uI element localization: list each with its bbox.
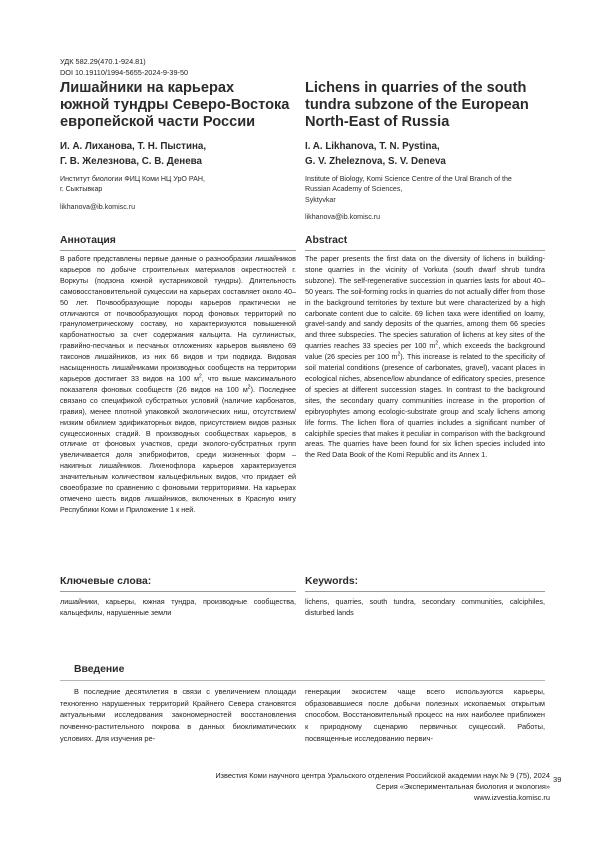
article-meta [60, 57, 188, 78]
udk-code: УДК 582.29(470.1-924.81) [60, 57, 146, 66]
en-abstract [305, 254, 545, 461]
en-title-line: tundra subzone of the European [305, 97, 529, 114]
en-affiliation-line: Institute of Biology, Komi Science Centre of the Ural Branch of the [305, 175, 512, 183]
en-affiliation-line: Russian Academy of Sciences, [305, 185, 403, 194]
en-email[interactable]: likhanova@ib.komisc.ru [305, 213, 381, 221]
intro-heading: Введение [74, 664, 125, 675]
ru-abstract-text: ). Последнее связано со спецификой субстратных условий (наличие карбонатов, гравия), менее плотной упаковкой экологических ниш, отсутствием/низким обилием эдификаторных видов, присутствием видов разных сукцессионных стадий. В производных сообществах карьеров, в отличие от фоновых участков, среди эколого-субстратных групп увеличивается доля эпибриофитов, среди жизненных форм – накипных лишайников. Лихенофлора карьеров характеризуется значительным количеством кальцефильных видов, что придает ей своеобразие по сравнению с фоновыми территориями. На карьерах отмечено шесть видов лишайников, включенных в Красную книгу Республики Коми и Приложение 1 к ней. [60, 384, 296, 514]
en-authors-line: I. A. Likhanova, T. N. Pystina, [305, 141, 440, 152]
journal-footer [215, 771, 550, 804]
divider [305, 250, 545, 251]
en-abstract-text: The paper presents the first data on the diversity of lichens in building-stone quarries in the vicinity of Vorkuta (south dwarf shrub tundra subzone). The self-regenerative succession in quarries lasts for about 40–50 years. The soil-forming rocks in quarries do not actually differ from those in the background territories by texture but were characterized by a high carbonate content due to calcite. 69 lichen taxa were identified on loamy, gravel-sandy and sandy deposits of the quarries, among them 66 species and three subspecies. The species saturation of lichens at key sites of the quarries reaches 33 species per 100 m [305, 254, 545, 351]
en-authors-line: G. V. Zheleznova, S. V. Deneva [305, 155, 446, 167]
ru-abstract-heading: Аннотация [60, 235, 116, 246]
superscript: 2 [397, 351, 401, 358]
ru-affiliation-line: г. Сыктывкар [60, 185, 103, 194]
ru-affiliation-line: Институт биологии ФИЦ Коми НЦ УрО РАН, [60, 175, 205, 183]
ru-title [60, 80, 300, 132]
en-keywords: lichens, quarries, south tundra, secondary communities, calciphiles, disturbed lands [305, 597, 545, 617]
divider [60, 680, 545, 681]
ru-affiliation [60, 174, 205, 195]
ru-abstract-text: , что выше максимального показателя фоновых сообществ (26 видов на 100 м [60, 373, 296, 394]
superscript: 2 [435, 340, 439, 347]
page-number: 39 [553, 775, 562, 784]
journal-name: Известия Коми научного центра Уральского отделения Российской академии наук № 9 (75), 2024 [215, 771, 550, 780]
ru-title-line: Лишайники на карьерах [60, 80, 235, 96]
en-title-line: Lichens in quarries of the south [305, 80, 527, 96]
en-keywords-heading: Keywords: [305, 576, 359, 587]
superscript: 2 [199, 373, 202, 380]
intro-right-paragraph: генерации экосистем чаще всего используются карьеры, образовавшиеся после добычи полезных ископаемых открытым способом. Восстановительный процесс на них наиболее приближен к природному сценарию первичных сукцессий. Работы, посвященные исследованию первич- [305, 687, 545, 743]
intro-left-paragraph: В последние десятилетия в связи с увеличением площади техногенно нарушенных территорий Крайнего Севера становятся актуальными исследования закономерностей восстановления почвенно-растительного покрова в данных биоклиматических условиях. Для изучения ре- [60, 687, 296, 743]
ru-keywords-heading: Ключевые слова: [60, 576, 152, 587]
doi: DOI 10.19110/1994-5655-2024-9-39-50 [60, 67, 189, 77]
ru-abstract [60, 254, 296, 516]
en-affiliation [305, 174, 512, 205]
divider [60, 250, 296, 251]
journal-series: Серия «Экспериментальная биология и экология» [376, 781, 550, 791]
journal-url[interactable]: www.izvestia.komisc.ru [474, 792, 550, 802]
ru-title-line: европейской части России [60, 114, 256, 131]
en-authors [305, 140, 446, 169]
superscript: 2 [247, 384, 251, 391]
ru-authors-line: Г. В. Железнова, С. В. Денева [60, 155, 202, 167]
en-title [305, 80, 555, 132]
en-title-line: North-East of Russia [305, 114, 450, 131]
ru-abstract-text: В работе представлены первые данные о разнообразии лишайников карьеров по добыче строительных материалов окрестностей г. Воркуты (подзона южной кустарниковой тундры). Длительность самовосстановительной сукцессии на карьерах составляет около 40–50 лет. Почвообразующие породы карьеров практически не отличаются от почвообразующих пород фоновых территорий по гранулометрическому составу, но характеризуются повышенной карбонатностью за счет содержания кальцита. На суглинистых, гравийно-песчаных и песчаных отложениях карьеров выявлено 69 таксонов лишайников, из них 66 видов и три подвида. Видовая насыщенность лишайниками производных сообществ на территории карьеров достигает 33 видов на 100 м [60, 254, 296, 383]
en-affiliation-line: Syktyvkar [305, 195, 336, 204]
ru-authors-line: И. А. Лиханова, Т. Н. Пыстина, [60, 141, 207, 152]
divider [305, 591, 545, 592]
en-abstract-text: ). This increase is related to the specificity of soil material conditions (presence of carbonates, gravel), vacant places in ecological niches, absence/low abundance of edificatory species, presence of species at different succession stages. In contrast to the background sites, the secondary quarry communities increase in the proportion of epibryophytes among ecologic-substrate group and scaly lichens among life forms. The lichen flora of quarries includes a significant number of calciphile species that makes it peculiar in comparison with the background areas. The quarries have been found for six lichen species included into the Red Data Book of the Komi Republic and its Annex 1. [305, 352, 545, 460]
ru-keywords: лишайники, карьеры, южная тундра, производные сообщества, кальцефилы, нарушенные земли [60, 597, 296, 617]
ru-email[interactable]: likhanova@ib.komisc.ru [60, 203, 136, 211]
ru-title-line: южной тундры Северо-Востока [60, 97, 290, 114]
en-abstract-text: , which exceeds the background value (26 species per 100 m [305, 341, 545, 362]
en-abstract-heading: Abstract [305, 235, 348, 246]
divider [60, 591, 296, 592]
ru-authors [60, 140, 206, 169]
